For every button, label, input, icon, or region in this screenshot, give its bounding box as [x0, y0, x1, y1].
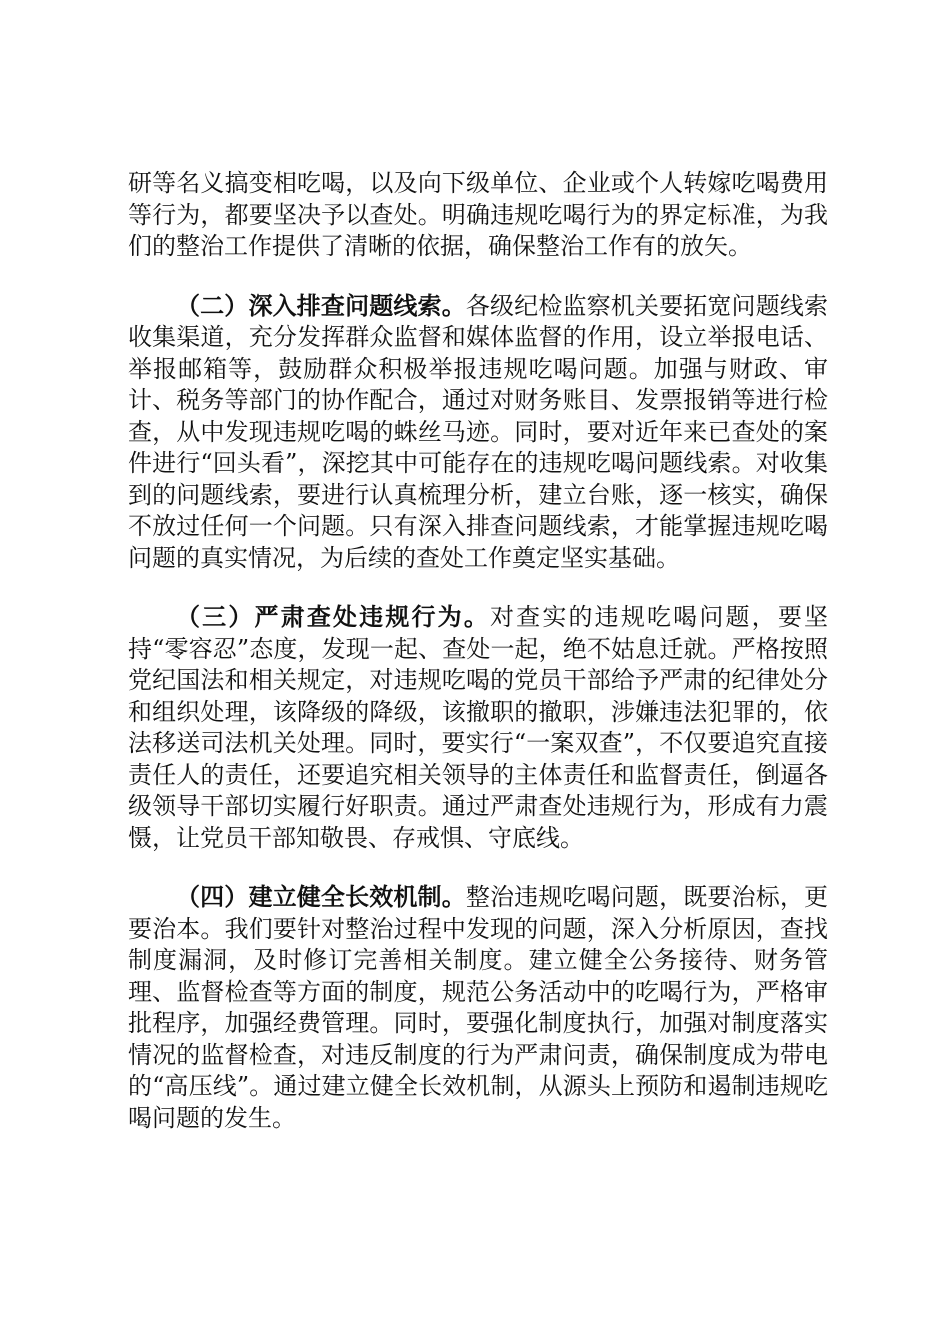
paragraph-body: 各级纪检监察机关要拓宽问题线索收集渠道，充分发挥群众监督和媒体监督的作用，设立举报电话、举报邮箱等，鼓励群众积极举报违规吃喝问题。加强与财政、审计、税务等部门的协作配合，通过对财务账目、发票报销等进行检查，从中发现违规吃喝的蛛丝马迹。同时，要对近年来已查处的案件进行“回头看”，深挖其中可能存在的违规吃喝问题线索。对收集到的问题线索，要进行认真梳理分析，建立台账，逐一核实，确保不放过任何一个问题。只有深入排查问题线索，才能掌握违规吃喝问题的真实情况，为后续的查处工作奠定坚实基础。 — [128, 291, 829, 572]
paragraph-heading: （二）深入排查问题线索。 — [176, 291, 466, 320]
paragraph-section-3 — [128, 602, 828, 854]
paragraph-heading: （四）建立健全长效机制。 — [176, 883, 466, 911]
paragraph-continuation — [128, 168, 828, 263]
paragraph-heading: （三）严肃查处违规行为。 — [176, 603, 490, 631]
paragraph-body: 整治违规吃喝问题，既要治标，更要治本。我们要针对整治过程中发现的问题，深入分析原因，查找制度漏洞，及时修订完善相关制度。建立健全公务接待、财务管理、监督检查等方面的制度，规范公务活动中的吃喝行为，严格审批程序，加强经费管理。同时，要强化制度执行，加强对制度落实情况的监督检查，对违反制度的行为严肃问责，确保制度成为带电的“高压线”。通过建立健全长效机制，从源头上预防和遏制违规吃喝问题的发生。 — [128, 883, 829, 1132]
paragraph-section-2 — [128, 291, 828, 575]
document-page — [128, 168, 828, 1162]
paragraph-body: 对查实的违规吃喝问题，要坚持“零容忍”态度，发现一起、查处一起，绝不姑息迁就。严格按照党纪国法和相关规定，对违规吃喝的党员干部给予严肃的纪律处分和组织处理，该降级的降级，该撤职的撤职，涉嫌违法犯罪的，依法移送司法机关处理。同时，要实行“一案双查”，不仅要追究直接责任人的责任，还要追究相关领导的主体责任和监督责任，倒逼各级领导干部切实履行好职责。通过严肃查处违规行为，形成有力震慑，让党员干部知敬畏、存戒惧、守底线。 — [128, 603, 828, 852]
paragraph-section-4 — [128, 882, 828, 1134]
paragraph-body: 研等名义搞变相吃喝，以及向下级单位、企业或个人转嫁吃喝费用等行为，都要坚决予以查处。明确违规吃喝行为的界定标准，为我们的整治工作提供了清晰的依据，确保整治工作有的放矢。 — [128, 169, 828, 260]
